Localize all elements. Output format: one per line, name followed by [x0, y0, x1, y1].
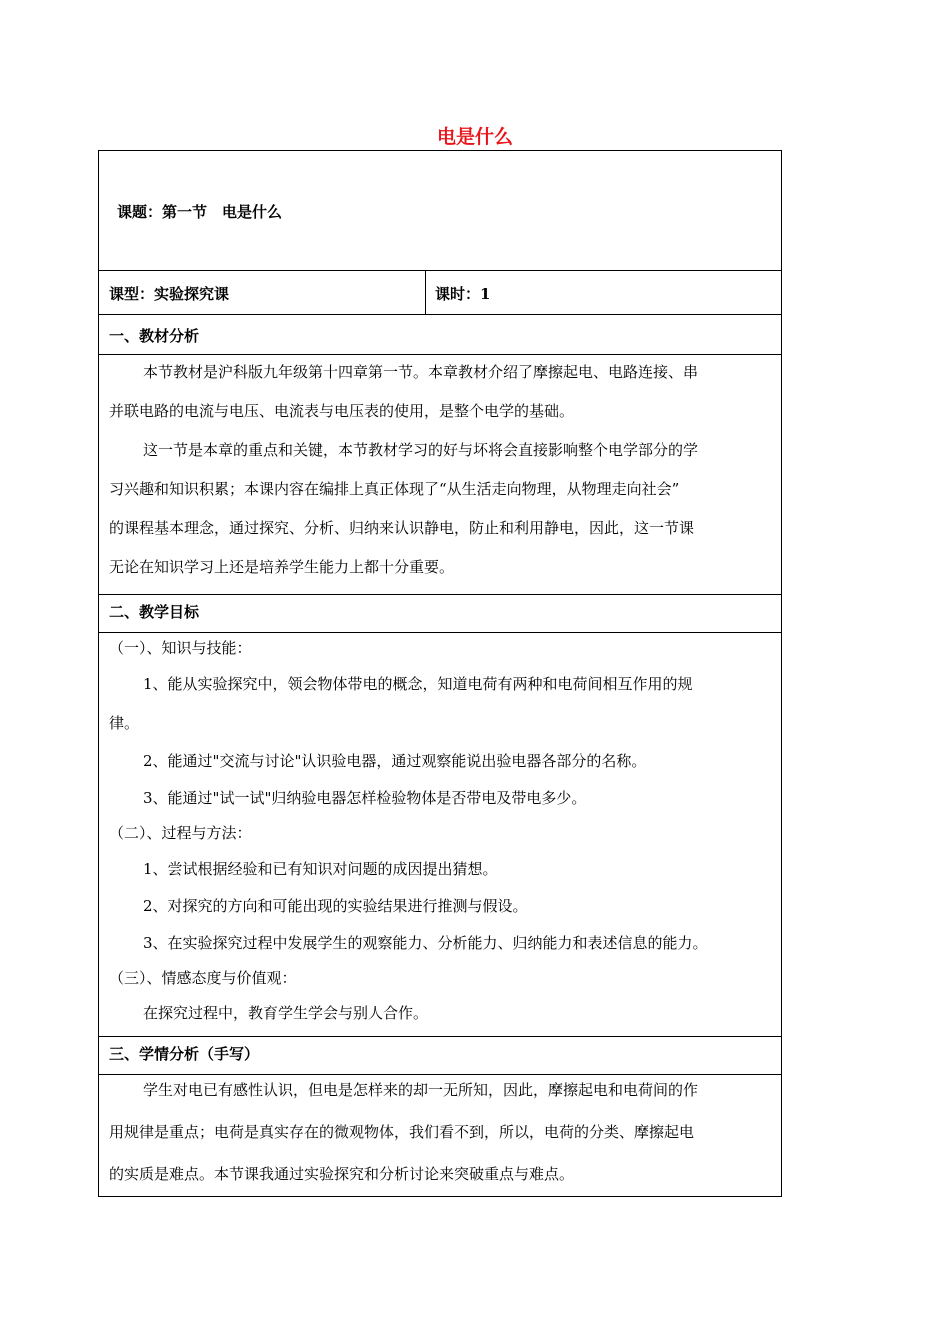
paragraph-line: 的实质是难点。本节课我通过实验探究和分析讨论来突破重点与难点。	[109, 1165, 575, 1183]
paragraph-line: （三）、情感态度与价值观：	[109, 969, 297, 987]
paragraph-line: 1、尝试根据经验和已有知识对问题的成因提出猜想。	[143, 860, 498, 878]
paragraph-line: 的课程基本理念，通过探究、分析、归纳来认识静电，防止和利用静电，因此，这一节课	[109, 519, 695, 537]
lesson-hours: 课时：1	[435, 285, 491, 303]
paragraph-line: 律。	[109, 714, 140, 732]
section-body-1	[99, 355, 781, 595]
paragraph-line: 学生对电已有感性认识，但电是怎样来的却一无所知，因此，摩擦起电和电荷间的作	[143, 1081, 699, 1099]
lesson-plan-table	[98, 150, 782, 1197]
section-body-3	[99, 1075, 781, 1198]
section-body-2	[99, 633, 781, 1037]
section-header-2	[99, 595, 781, 633]
paragraph-line: 3、在实验探究过程中发展学生的观察能力、分析能力、归纳能力和表述信息的能力。	[143, 934, 708, 952]
paragraph-line: （一）、知识与技能：	[109, 639, 252, 657]
paragraph-line: 1、能从实验探究中，领会物体带电的概念，知道电荷有两种和电荷间相互作用的规	[143, 675, 693, 693]
paragraph-line: 2、能通过"交流与讨论"认识验电器，通过观察能说出验电器各部分的名称。	[143, 752, 647, 770]
cell-divider	[425, 271, 426, 314]
paragraph-line: 这一节是本章的重点和关键，本节教材学习的好与坏将会直接影响整个电学部分的学	[143, 441, 699, 459]
section-title-learners: 三、学情分析（手写）	[109, 1045, 260, 1063]
section-title-analysis: 一、教材分析	[109, 327, 200, 345]
paragraph-line: 本节教材是沪科版九年级第十四章第一节。本章教材介绍了摩擦起电、电路连接、串	[143, 363, 699, 381]
paragraph-line: 2、对探究的方向和可能出现的实验结果进行推测与假设。	[143, 897, 528, 915]
topic-row	[99, 151, 781, 271]
paragraph-line: 3、能通过"试一试"归纳验电器怎样检验物体是否带电及带电多少。	[143, 789, 587, 807]
topic-label: 课题：第一节 电是什么	[117, 203, 283, 221]
paragraph-line: 无论在知识学习上还是培养学生能力上都十分重要。	[109, 558, 455, 576]
lesson-info-row	[99, 271, 781, 315]
paragraph-line: （二）、过程与方法：	[109, 824, 252, 842]
section-header-1	[99, 315, 781, 355]
section-title-goals: 二、教学目标	[109, 603, 200, 621]
section-header-3	[99, 1037, 781, 1075]
paragraph-line: 习兴趣和知识积累；本课内容在编排上真正体现了“从生活走向物理，从物理走向社会”	[109, 480, 680, 498]
paragraph-line: 在探究过程中，教育学生学会与别人合作。	[143, 1004, 429, 1022]
paragraph-line: 并联电路的电流与电压、电流表与电压表的使用，是整个电学的基础。	[109, 402, 575, 420]
document-title: 电是什么	[436, 126, 513, 148]
paragraph-line: 用规律是重点；电荷是真实存在的微观物体，我们看不到，所以，电荷的分类、摩擦起电	[109, 1123, 695, 1141]
lesson-type: 课型：实验探究课	[109, 285, 230, 303]
